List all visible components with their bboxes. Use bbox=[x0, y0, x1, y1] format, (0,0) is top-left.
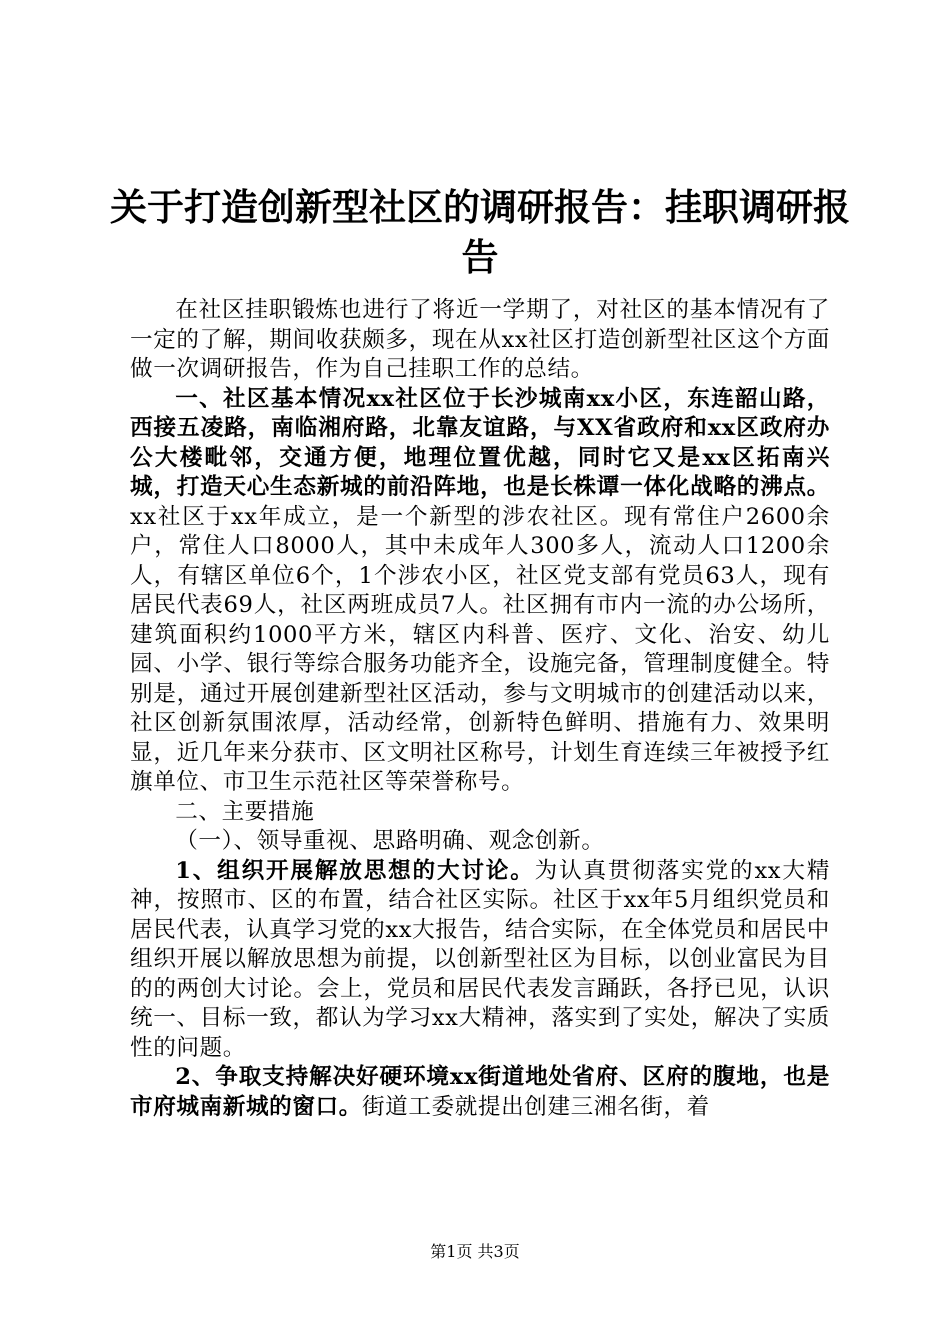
subsection-heading bbox=[130, 827, 830, 857]
paragraph-text: 在社区挂职锻炼也进行了将近一学期了，对社区的基本情况有了一定的了解，期间收获颇多，现在从xx社区打造创新型社区这个方面做一次调研报告，作为自己挂职工作的总结。 bbox=[130, 297, 830, 382]
paragraph-text: 二、主要措施 bbox=[175, 798, 315, 825]
paragraph-community-overview bbox=[130, 385, 830, 798]
page-footer: 第1页 共3页 bbox=[430, 1242, 520, 1261]
paragraph-text: 为认真贯彻落实党的xx大精神，按照市、区的布置，结合社区实际。社区于xx年5月组织党员和居民代表，认真学习党的xx大报告，结合实际，在全体党员和居民中组织开展以解放思想为前提，以创新型社区为目标，以创业富民为目的的两创大讨论。会上，党员和居民代表发言踊跃，各抒已见，认识统一、目标一致，都认为学习xx大精神，落实到了实处，解决了实质性的问题。 bbox=[130, 857, 830, 1061]
paragraph-intro bbox=[130, 296, 830, 385]
document-title: 关于打造创新型社区的调研报告：挂职调研报告 bbox=[110, 185, 850, 279]
document-body bbox=[130, 296, 830, 1122]
paragraph-text: 街道工委就提出创建三湘名街，着 bbox=[361, 1093, 710, 1120]
paragraph-lead: 2、争取支持解决好硬环境xx街道地处省府、区府的腹地，也是市府城南新城的窗口。 bbox=[130, 1064, 830, 1120]
section-heading-measures bbox=[130, 798, 830, 828]
paragraph-lead: 一、社区基本情况xx社区位于长沙城南xx小区，东连韶山路，西接五凌路，南临湘府路，北靠友谊路，与XX省政府和xx区政府办公大楼毗邻，交通方便，地理位置优越，同时它又是xx区拓南兴城，打造天心生态新城的前沿阵地，也是长株谭一体化战略的沸点。 bbox=[130, 385, 830, 500]
paragraph-item-1 bbox=[130, 857, 830, 1064]
paragraph-text: xx社区于xx年成立，是一个新型的涉农社区。现有常住户2600余户，常住人口8000人，其中未成年人300多人，流动人口1200余人，有辖区单位6个，1个涉农小区，社区党支部有党员63人，现有居民代表69人，社区两班成员7人。社区拥有市内一流的办公场所，建筑面积约1000平方米，辖区内科普、医疗、文化、治安、幼儿园、小学、银行等综合服务功能齐全，设施完备，管理制度健全。特别是，通过开展创建新型社区活动，参与文明城市的创建活动以来，社区创新氛围浓厚，活动经常，创新特色鲜明、措施有力、效果明显，近几年来分获市、区文明社区称号，计划生育连续三年被授予红旗单位、市卫生示范社区等荣誉称号。 bbox=[130, 503, 830, 795]
paragraph-text: （一）、领导重视、思路明确、观念创新。 bbox=[175, 828, 605, 854]
paragraph-item-2 bbox=[130, 1063, 830, 1122]
paragraph-lead: 1、组织开展解放思想的大讨论。 bbox=[175, 857, 535, 884]
